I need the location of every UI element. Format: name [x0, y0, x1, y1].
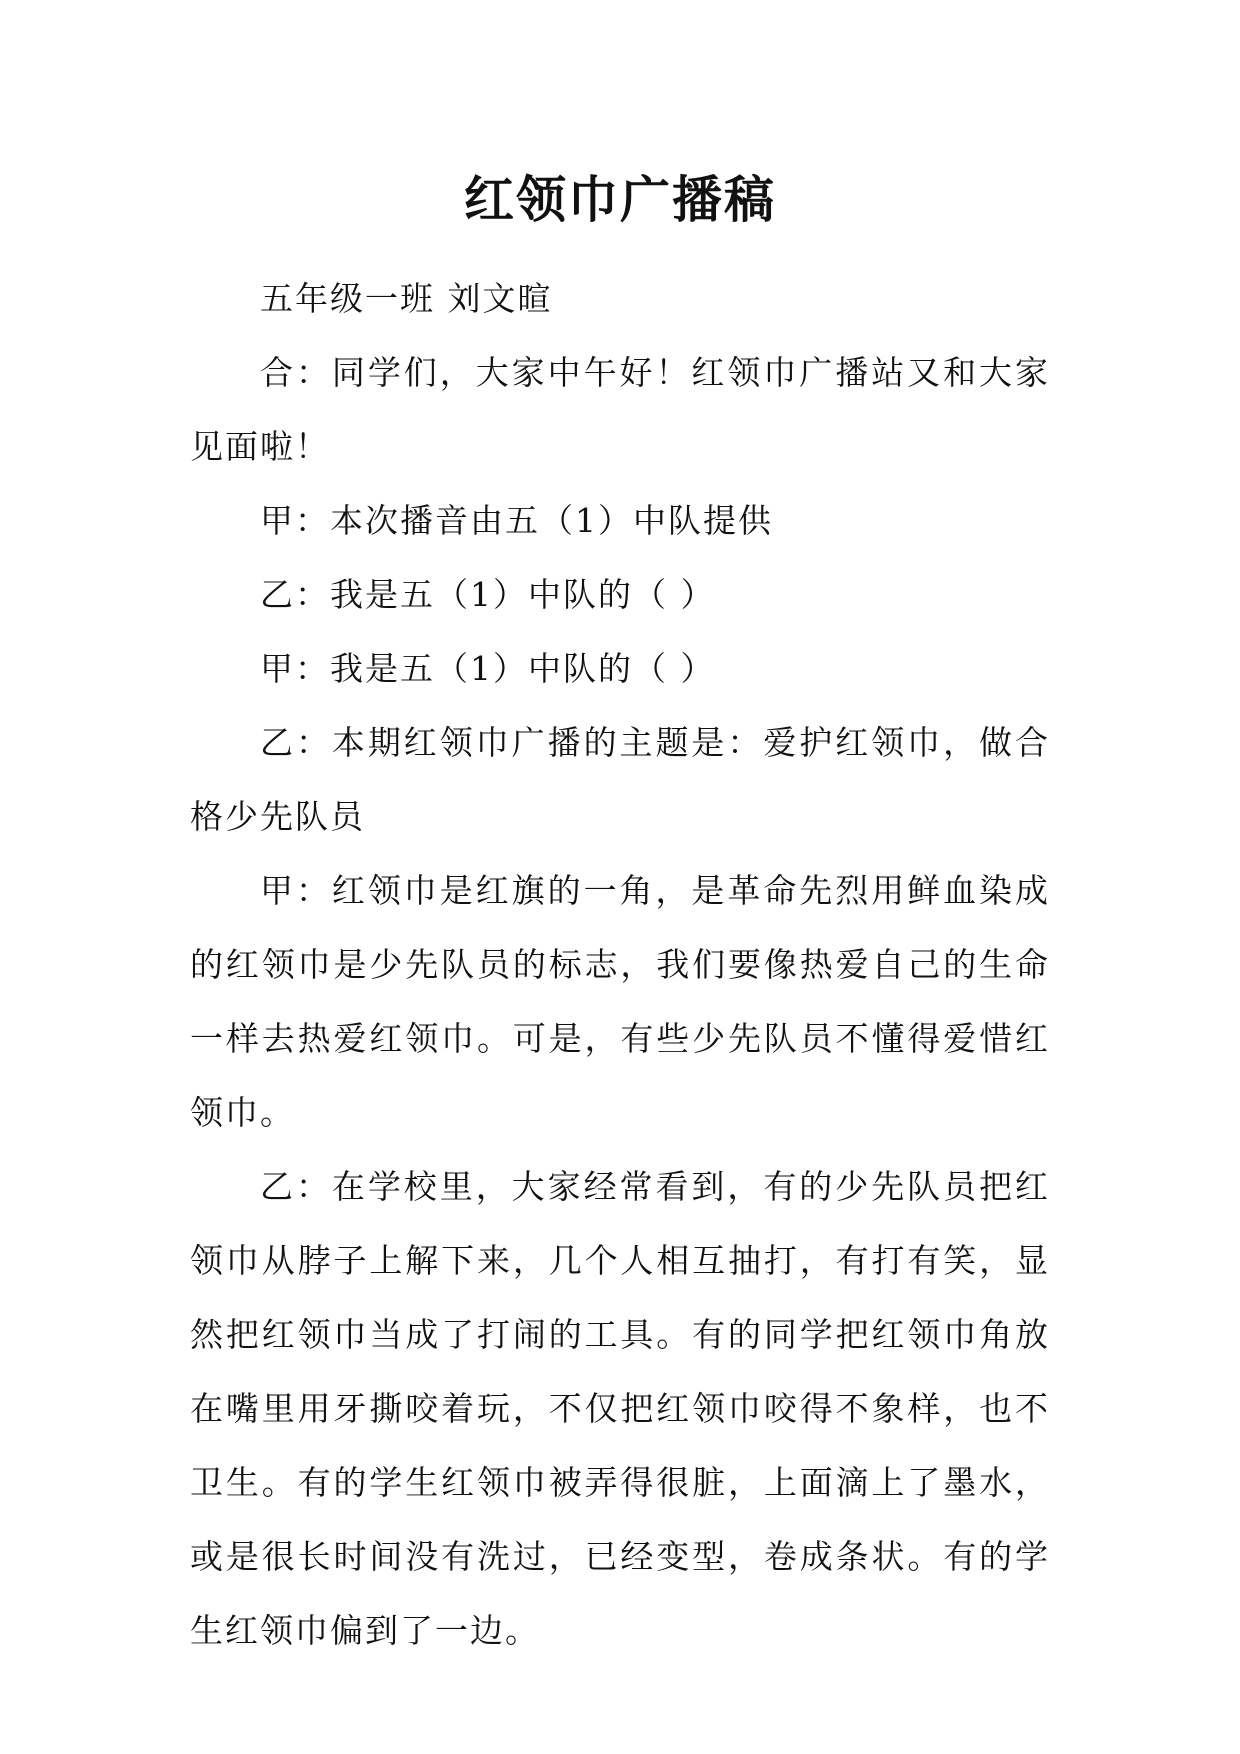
document-title: 红领巾广播稿 — [464, 170, 776, 229]
paragraph-host-jia: 甲：我是五（1）中队的（ ） — [260, 649, 716, 688]
paragraph-school-observations: 乙：在学校里，大家经常看到，有的少先队员把红领巾从脖子上解下来，几个人相互抽打，有打有笑，显然把红领巾当成了打闹的工具。有的同学把红领巾角放在嘴里用牙撕咬着玩，不仅把红领巾咬得不象样，也不卫生。有的学生红领巾被弄得很脏，上面滴上了墨水，或是很长时间没有洗过，已经变型，卷成条状。有的学生红领巾偏到了一边。 — [190, 1167, 1050, 1650]
author-line: 五年级一班 刘文暄 — [260, 279, 553, 318]
paragraph-greeting: 合：同学们，大家中午好！红领巾广播站又和大家见面啦！ — [190, 353, 1050, 466]
paragraph-provider: 甲：本次播音由五（1）中队提供 — [260, 501, 773, 540]
paragraph-theme: 乙：本期红领巾广播的主题是：爱护红领巾，做合格少先队员 — [190, 723, 1050, 836]
paragraph-host-yi: 乙：我是五（1）中队的（ ） — [260, 575, 716, 614]
document-body — [190, 262, 1050, 1668]
paragraph-red-scarf-meaning: 甲：红领巾是红旗的一角，是革命先烈用鲜血染成的红领巾是少先队员的标志，我们要像热爱自己的生命一样去热爱红领巾。可是，有些少先队员不懂得爱惜红领巾。 — [190, 871, 1050, 1132]
